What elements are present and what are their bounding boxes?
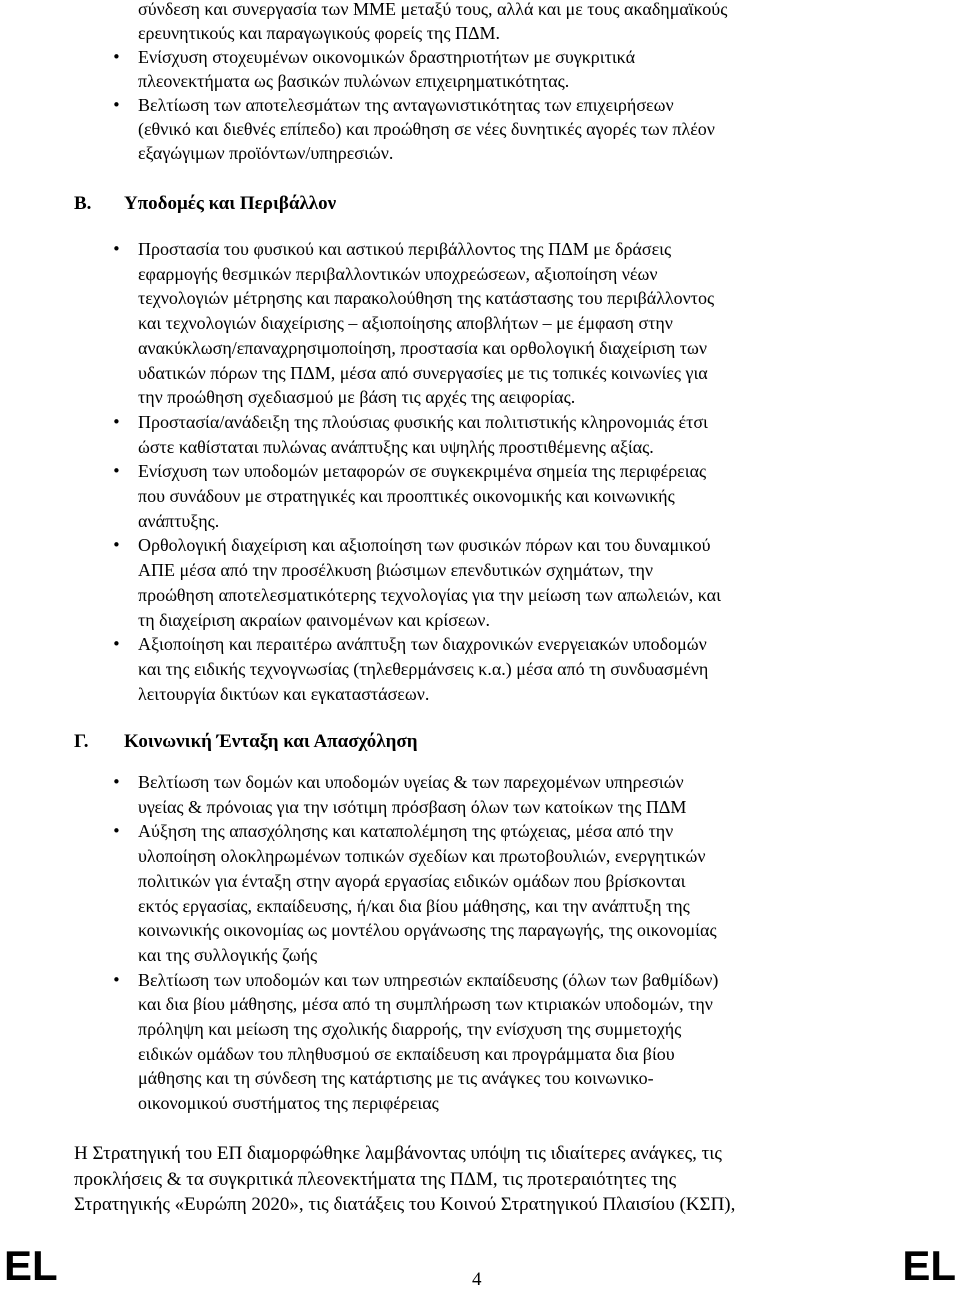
text-line: μάθησης και τη σύνδεση της κατάρτισης με τις ανάγκες του κοινωνικο- — [138, 1068, 654, 1089]
section-letter: Γ. — [74, 731, 89, 752]
bullet-item — [112, 770, 842, 819]
text-line: και της ειδικής τεχνογνωσίας (τηλεθερμάνσεις κ.α.) μέσα από τη συνδυασμένη — [138, 658, 709, 679]
text-line: • Βελτίωση των υποδομών και των υπηρεσιών εκπαίδευσης (όλων των βαθμίδων) — [138, 969, 719, 990]
text-line: σύνδεση και συνεργασία των ΜΜΕ μεταξύ τους, αλλά και με τους ακαδημαϊκούς — [138, 0, 728, 19]
page-number: 4 — [472, 1269, 482, 1290]
text-line: • Προστασία του φυσικού και αστικού περιβάλλοντος της ΠΔΜ με δράσεις — [138, 239, 672, 259]
language-code-left: EL — [4, 1242, 58, 1289]
text-line: πολιτικών για ένταξη στην αγορά εργασίας ειδικών ομάδων που βρίσκονται — [138, 870, 686, 891]
text-line: • Βελτίωση των αποτελεσμάτων της ανταγωνιστικότητας των επιχειρήσεων — [138, 95, 674, 115]
section-heading-c — [74, 730, 418, 754]
text-line: και της συλλογικής ζωής — [138, 944, 318, 965]
text-line: προώθηση αποτελεσματικότερης τεχνολογίας για την μείωση των απωλειών, και — [138, 584, 721, 605]
text-line: • Προστασία/ανάδειξη της πλούσιας φυσικής και πολιτιστικής κληρονομιάς έτσι — [138, 411, 708, 432]
text-line: τη διαχείριση ακραίων φαινομένων και κρίσεων. — [138, 609, 490, 630]
text-line: και δια βίου μάθησης, μέσα από τη συμπλήρωση των κτιριακών υποδομών, την — [138, 994, 713, 1015]
text-line: ώστε καθίσταται πυλώνας ανάπτυξης και υψηλής προστιθέμενης αξίας. — [138, 436, 654, 457]
text-line: προκλήσεις & τα συγκριτικά πλεονεκτήματα της ΠΔΜ, τις προτεραιότητες της — [74, 1168, 677, 1190]
text-line: • Βελτίωση των δομών και υποδομών υγείας & των παρεχομένων υπηρεσιών — [138, 772, 684, 792]
top-bullet-list — [112, 45, 842, 165]
text-line: την προώθηση σχεδιασμού με βάση τις αρχές της αειφορίας. — [138, 387, 576, 408]
bullet-item — [112, 533, 842, 632]
section-c-bullet-list — [112, 770, 842, 1116]
bullet-item — [112, 459, 842, 533]
text-line: υγείας & πρόνοιας για την ισότιμη πρόσβαση όλων των κατοίκων της ΠΔΜ — [138, 796, 687, 817]
section-title: Κοινωνική Ένταξη και Απασχόληση — [124, 731, 418, 752]
section-letter: Β. — [74, 193, 92, 214]
continuation-paragraph — [138, 0, 858, 45]
bullet-item — [112, 819, 842, 967]
text-line: • Ορθολογική διαχείριση και αξιοποίηση των φυσικών πόρων και του δυναμικού — [138, 535, 711, 556]
section-heading-b — [74, 192, 336, 216]
text-line: κοινωνικής οικονομίας ως μοντέλου οργάνωσης της παραγωγής, της οικονομίας — [138, 920, 717, 941]
text-line: • Αξιοποίηση και περαιτέρω ανάπτυξη των διαχρονικών ενεργειακών υποδομών — [138, 634, 707, 655]
language-code-right: EL — [902, 1242, 956, 1289]
text-line: πρόληψη και μείωση της σχολικής διαρροής, την ενίσχυση της συμμετοχής — [138, 1019, 682, 1040]
text-line: εξαγώγιμων προϊόντων/υπηρεσιών. — [138, 143, 394, 163]
text-line: ΑΠΕ μέσα από την προσέλκυση βιώσιμων επενδυτικών σχημάτων, την — [138, 560, 654, 581]
bullet-item — [112, 632, 842, 706]
text-line: τεχνολογιών μέτρησης και παρακολούθηση της κατάστασης του περιβάλλοντος — [138, 288, 715, 309]
text-line: που συνάδουν με στρατηγικές και προοπτικές οικονομικής και κοινωνικής — [138, 486, 675, 507]
bullet-item — [112, 237, 842, 410]
text-line: υλοποίηση ολοκληρωμένων τοπικών σχεδίων και πρωτοβουλιών, ενεργητικών — [138, 846, 706, 867]
text-line: ανακύκλωση/επαναχρησιμοποίηση, προστασία και ορθολογική διαχείριση των — [138, 337, 707, 358]
closing-paragraph — [74, 1141, 854, 1218]
section-b-bullet-list — [112, 237, 842, 706]
text-line: ανάπτυξης. — [138, 510, 220, 531]
text-line: και τεχνολογιών διαχείρισης – αξιοποίησης αποβλήτων – με έμφαση στην — [138, 313, 673, 334]
bullet-item — [112, 410, 842, 459]
text-line: (εθνικό και διεθνές επίπεδο) και προώθηση σε νέες δυνητικές αγορές των πλέον — [138, 119, 715, 139]
text-line: λειτουργία δικτύων και εγκαταστάσεων. — [138, 683, 430, 704]
bullet-item — [112, 968, 842, 1116]
text-line: ειδικών ομάδων του πληθυσμού σε εκπαίδευση και προγράμματα δια βίου — [138, 1043, 675, 1064]
text-line: • Αύξηση της απασχόλησης και καταπολέμηση της φτώχειας, μέσα από την — [138, 821, 674, 842]
text-line: υδατικών πόρων της ΠΔΜ, μέσα από συνεργασίες με τις τοπικές κοινωνίες για — [138, 362, 708, 383]
section-title: Υποδομές και Περιβάλλον — [124, 193, 337, 214]
text-line: ερευνητικούς και παραγωγικούς φορείς της ΠΔΜ. — [138, 23, 501, 43]
text-line: εκτός εργασίας, εκπαίδευσης, ή/και δια βίου μάθησης, και την ανάπτυξη της — [138, 895, 690, 916]
text-line: εφαρμογής θεσμικών περιβαλλοντικών υποχρεώσεων, αξιοποίηση νέων — [138, 263, 658, 284]
bullet-item — [112, 93, 842, 165]
bullet-item — [112, 45, 842, 93]
text-line: πλεονεκτήματα ως βασικών πυλώνων επιχειρηματικότητας. — [138, 71, 570, 91]
text-line: οικονομικού συστήματος της περιφέρειας — [138, 1093, 439, 1114]
text-line: • Ενίσχυση στοχευμένων οικονομικών δραστηριοτήτων με συγκριτικά — [138, 47, 636, 67]
text-line: Στρατηγικής «Ευρώπη 2020», τις διατάξεις του Κοινού Στρατηγικού Πλαισίου (ΚΣΠ), — [74, 1194, 736, 1215]
text-line: • Ενίσχυση των υποδομών μεταφορών σε συγκεκριμένα σημεία της περιφέρειας — [138, 461, 707, 482]
text-line: Η Στρατηγική του ΕΠ διαμορφώθηκε λαμβάνοντας υπόψη τις ιδιαίτερες ανάγκες, τις — [74, 1143, 722, 1164]
